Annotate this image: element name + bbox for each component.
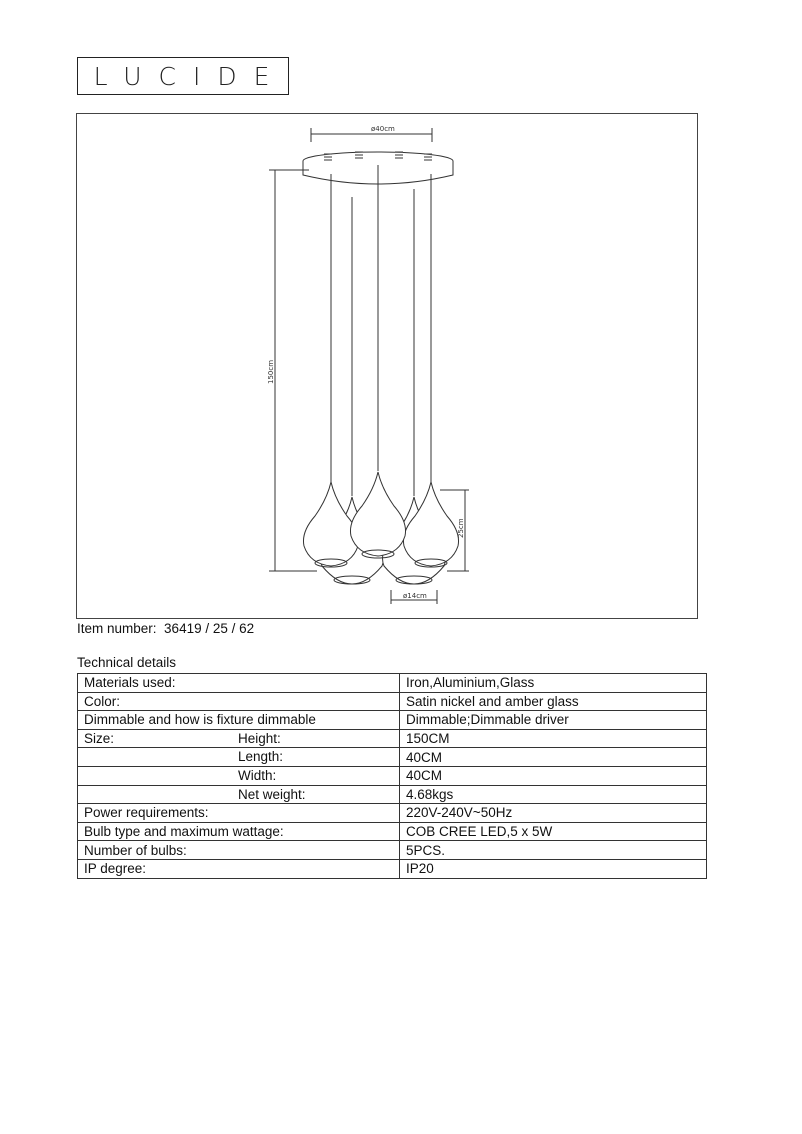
item-number-value: 36419 / 25 / 62 (164, 621, 255, 636)
table-row (78, 766, 707, 785)
table-row (78, 785, 707, 804)
spec-sub-label: Width: (238, 767, 277, 783)
spec-label: Dimmable and how is fixture dimmable (78, 711, 400, 730)
table-row (78, 822, 707, 841)
spec-label: Bulb type and maximum wattage: (78, 822, 400, 841)
spec-value: 40CM (400, 766, 707, 785)
table-row (78, 841, 707, 860)
spec-value: IP20 (400, 859, 707, 878)
spec-value: 40CM (400, 748, 707, 767)
table-row (78, 859, 707, 878)
spec-sub-label: Net weight: (238, 786, 306, 802)
spec-label-cell (78, 729, 400, 748)
brand-logo (77, 57, 289, 95)
dim-label-diameter-top: ø40cm (371, 125, 395, 133)
spec-value: 220V-240V~50Hz (400, 804, 707, 823)
table-row (78, 692, 707, 711)
technical-details-table (77, 673, 707, 879)
dim-label-height: 150cm (267, 359, 275, 384)
spec-label: Color: (78, 692, 400, 711)
spec-value: Satin nickel and amber glass (400, 692, 707, 711)
spec-sub-label: Length: (238, 749, 284, 765)
shade-front-left (303, 482, 358, 566)
dim-label-shade-diameter: ø14cm (403, 592, 427, 600)
spec-label: Size: (84, 730, 115, 746)
spec-value: 150CM (400, 729, 707, 748)
spec-value: COB CREE LED,5 x 5W (400, 822, 707, 841)
spec-label-cell (78, 785, 400, 804)
spec-label: Power requirements: (78, 804, 400, 823)
table-row (78, 748, 707, 767)
shade-center (350, 472, 405, 556)
table-row (78, 729, 707, 748)
spec-sub-label: Height: (238, 730, 281, 746)
spec-label: IP degree: (78, 859, 400, 878)
technical-drawing (76, 113, 698, 619)
table-row (78, 711, 707, 730)
spec-label-cell (78, 766, 400, 785)
pendant-lamp-drawing (77, 114, 699, 620)
spec-value: Iron,Aluminium,Glass (400, 674, 707, 693)
spec-label: Materials used: (78, 674, 400, 693)
spec-value: Dimmable;Dimmable driver (400, 711, 707, 730)
spec-label: Number of bulbs: (78, 841, 400, 860)
table-row (78, 804, 707, 823)
logo-text: LUCIDE (93, 62, 287, 91)
table-row (78, 674, 707, 693)
spec-value: 4.68kgs (400, 785, 707, 804)
shade-front-right (403, 482, 458, 566)
spec-value: 5PCS. (400, 841, 707, 860)
technical-details-title: Technical details (77, 655, 177, 670)
item-number-label: Item number: (77, 621, 157, 636)
dim-label-shade-height: 25cm (457, 518, 465, 538)
item-number (77, 621, 254, 636)
spec-label-cell (78, 748, 400, 767)
